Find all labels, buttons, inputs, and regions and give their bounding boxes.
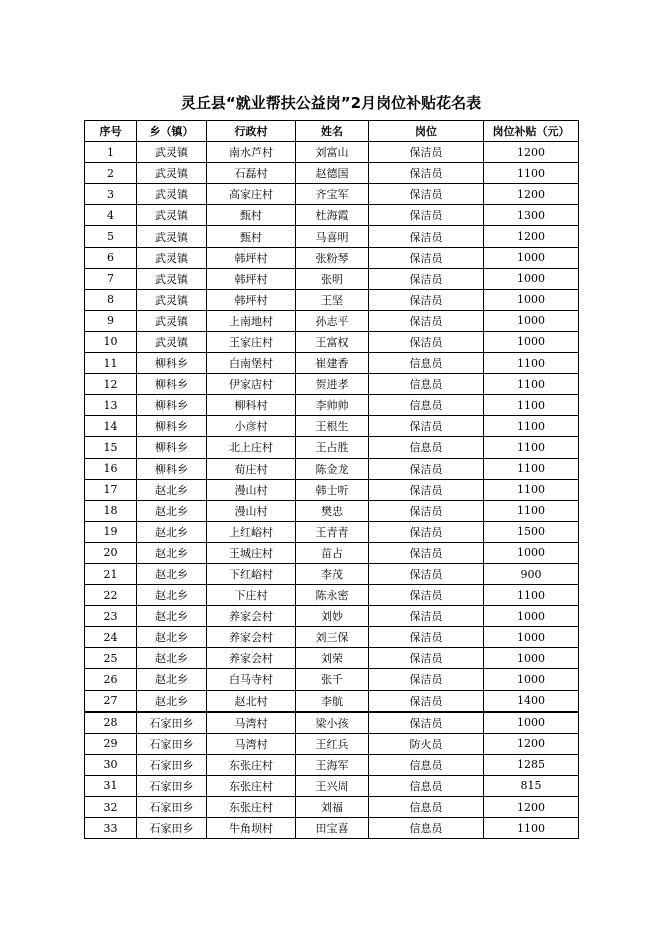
column-header-subsidy: 岗位补贴（元） [484, 121, 579, 142]
cell-subsidy: 1100 [484, 395, 579, 416]
cell-subsidy: 1000 [484, 669, 579, 690]
cell-village: 上红峪村 [207, 521, 296, 542]
table-row [85, 797, 579, 818]
cell-village: 马湾村 [207, 712, 296, 734]
cell-town: 石家田乡 [137, 797, 207, 818]
cell-seq: 12 [85, 374, 137, 395]
table-row [85, 775, 579, 796]
cell-town: 赵北乡 [137, 563, 207, 584]
cell-seq: 16 [85, 458, 137, 479]
cell-village: 高家庄村 [207, 184, 296, 205]
cell-village: 南水芦村 [207, 142, 296, 163]
cell-subsidy: 1000 [484, 331, 579, 352]
cell-name: 张千 [296, 669, 369, 690]
cell-post: 保洁员 [369, 606, 484, 627]
cell-seq: 4 [85, 205, 137, 226]
cell-seq: 25 [85, 648, 137, 669]
cell-village: 赵北村 [207, 690, 296, 712]
table-row [85, 226, 579, 247]
cell-town: 武灵镇 [137, 289, 207, 310]
cell-town: 石家田乡 [137, 775, 207, 796]
cell-village: 白南堡村 [207, 353, 296, 374]
cell-post: 保洁员 [369, 247, 484, 268]
cell-post: 保洁员 [369, 479, 484, 500]
cell-town: 柳科乡 [137, 374, 207, 395]
cell-village: 北上庄村 [207, 437, 296, 458]
table-row [85, 542, 579, 563]
cell-post: 保洁员 [369, 648, 484, 669]
cell-village: 养家会村 [207, 648, 296, 669]
cell-name: 刘三保 [296, 627, 369, 648]
column-header-name: 姓名 [296, 121, 369, 142]
cell-village: 石磊村 [207, 163, 296, 184]
cell-subsidy: 1100 [484, 416, 579, 437]
table-row [85, 754, 579, 775]
cell-town: 武灵镇 [137, 205, 207, 226]
cell-name: 刘荣 [296, 648, 369, 669]
cell-seq: 26 [85, 669, 137, 690]
cell-town: 武灵镇 [137, 226, 207, 247]
cell-post: 保洁员 [369, 500, 484, 521]
cell-seq: 20 [85, 542, 137, 563]
cell-subsidy: 1000 [484, 627, 579, 648]
table-row [85, 733, 579, 754]
cell-seq: 9 [85, 310, 137, 331]
cell-village: 王家庄村 [207, 331, 296, 352]
cell-subsidy: 1100 [484, 479, 579, 500]
cell-post: 防火员 [369, 733, 484, 754]
cell-subsidy: 1200 [484, 184, 579, 205]
cell-post: 保洁员 [369, 310, 484, 331]
cell-post: 保洁员 [369, 205, 484, 226]
cell-seq: 23 [85, 606, 137, 627]
cell-name: 马喜明 [296, 226, 369, 247]
cell-subsidy: 1000 [484, 247, 579, 268]
table-row [85, 353, 579, 374]
cell-village: 养家会村 [207, 627, 296, 648]
cell-village: 甄村 [207, 205, 296, 226]
cell-town: 柳科乡 [137, 458, 207, 479]
cell-post: 保洁员 [369, 458, 484, 479]
cell-name: 田宝喜 [296, 818, 369, 839]
cell-village: 荀庄村 [207, 458, 296, 479]
table-row [85, 627, 579, 648]
cell-name: 刘妙 [296, 606, 369, 627]
cell-town: 赵北乡 [137, 585, 207, 606]
table-row [85, 416, 579, 437]
cell-town: 柳科乡 [137, 416, 207, 437]
cell-subsidy: 1000 [484, 712, 579, 734]
cell-name: 赵德国 [296, 163, 369, 184]
cell-village: 王城庄村 [207, 542, 296, 563]
cell-seq: 32 [85, 797, 137, 818]
cell-village: 养家会村 [207, 606, 296, 627]
cell-name: 张明 [296, 268, 369, 289]
table-row [85, 606, 579, 627]
cell-subsidy: 1000 [484, 648, 579, 669]
cell-subsidy: 1100 [484, 437, 579, 458]
cell-post: 信息员 [369, 775, 484, 796]
cell-name: 李茂 [296, 563, 369, 584]
cell-subsidy: 815 [484, 775, 579, 796]
cell-name: 王青青 [296, 521, 369, 542]
cell-village: 东张庄村 [207, 797, 296, 818]
cell-village: 漫山村 [207, 479, 296, 500]
cell-name: 陈永密 [296, 585, 369, 606]
cell-subsidy: 1000 [484, 268, 579, 289]
cell-town: 柳科乡 [137, 395, 207, 416]
cell-village: 东张庄村 [207, 775, 296, 796]
table-row [85, 331, 579, 352]
cell-post: 保洁员 [369, 268, 484, 289]
cell-village: 甄村 [207, 226, 296, 247]
cell-post: 保洁员 [369, 669, 484, 690]
cell-post: 保洁员 [369, 163, 484, 184]
cell-subsidy: 1400 [484, 690, 579, 712]
cell-name: 王坚 [296, 289, 369, 310]
table-row [85, 648, 579, 669]
cell-subsidy: 1100 [484, 585, 579, 606]
cell-village: 白马寺村 [207, 669, 296, 690]
cell-subsidy: 1100 [484, 818, 579, 839]
cell-post: 保洁员 [369, 690, 484, 712]
cell-village: 下庄村 [207, 585, 296, 606]
cell-seq: 19 [85, 521, 137, 542]
column-header-village: 行政村 [207, 121, 296, 142]
cell-subsidy: 1000 [484, 606, 579, 627]
cell-seq: 28 [85, 712, 137, 734]
cell-subsidy: 1000 [484, 310, 579, 331]
cell-seq: 10 [85, 331, 137, 352]
cell-seq: 5 [85, 226, 137, 247]
cell-post: 保洁员 [369, 142, 484, 163]
cell-post: 保洁员 [369, 289, 484, 310]
cell-village: 下红峪村 [207, 563, 296, 584]
cell-post: 保洁员 [369, 331, 484, 352]
cell-seq: 7 [85, 268, 137, 289]
cell-post: 信息员 [369, 754, 484, 775]
cell-village: 小彦村 [207, 416, 296, 437]
cell-name: 樊忠 [296, 500, 369, 521]
cell-village: 韩坪村 [207, 289, 296, 310]
cell-seq: 18 [85, 500, 137, 521]
cell-name: 王海军 [296, 754, 369, 775]
cell-subsidy: 1500 [484, 521, 579, 542]
cell-post: 保洁员 [369, 184, 484, 205]
cell-seq: 22 [85, 585, 137, 606]
cell-name: 杜海霞 [296, 205, 369, 226]
cell-name: 贺进孝 [296, 374, 369, 395]
table-row [85, 310, 579, 331]
cell-name: 王根生 [296, 416, 369, 437]
cell-name: 王富权 [296, 331, 369, 352]
cell-post: 信息员 [369, 374, 484, 395]
table-row [85, 395, 579, 416]
cell-name: 刘福 [296, 797, 369, 818]
cell-town: 武灵镇 [137, 163, 207, 184]
table-row [85, 247, 579, 268]
column-header-seq: 序号 [85, 121, 137, 142]
cell-village: 上南地村 [207, 310, 296, 331]
cell-village: 牛角坝村 [207, 818, 296, 839]
cell-subsidy: 1100 [484, 163, 579, 184]
cell-seq: 30 [85, 754, 137, 775]
table-row [85, 669, 579, 690]
cell-subsidy: 1200 [484, 142, 579, 163]
cell-subsidy: 1000 [484, 289, 579, 310]
cell-town: 石家田乡 [137, 733, 207, 754]
cell-town: 赵北乡 [137, 500, 207, 521]
cell-town: 武灵镇 [137, 142, 207, 163]
cell-subsidy: 900 [484, 563, 579, 584]
cell-name: 刘富山 [296, 142, 369, 163]
cell-name: 王兴周 [296, 775, 369, 796]
cell-seq: 31 [85, 775, 137, 796]
cell-subsidy: 1285 [484, 754, 579, 775]
cell-village: 柳科村 [207, 395, 296, 416]
column-header-post: 岗位 [369, 121, 484, 142]
cell-town: 赵北乡 [137, 606, 207, 627]
cell-town: 石家田乡 [137, 712, 207, 734]
cell-town: 石家田乡 [137, 818, 207, 839]
cell-post: 信息员 [369, 437, 484, 458]
cell-name: 梁小孩 [296, 712, 369, 734]
cell-name: 张粉琴 [296, 247, 369, 268]
cell-post: 信息员 [369, 818, 484, 839]
cell-village: 东张庄村 [207, 754, 296, 775]
cell-post: 保洁员 [369, 542, 484, 563]
table-row [85, 479, 579, 500]
table-row [85, 458, 579, 479]
cell-post: 保洁员 [369, 521, 484, 542]
cell-village: 马湾村 [207, 733, 296, 754]
cell-seq: 2 [85, 163, 137, 184]
table-row [85, 184, 579, 205]
table-row [85, 205, 579, 226]
cell-seq: 27 [85, 690, 137, 712]
cell-town: 赵北乡 [137, 627, 207, 648]
table-header-row [85, 121, 579, 142]
cell-name: 韩士听 [296, 479, 369, 500]
cell-post: 保洁员 [369, 226, 484, 247]
cell-post: 保洁员 [369, 585, 484, 606]
cell-name: 孙志平 [296, 310, 369, 331]
cell-name: 陈金龙 [296, 458, 369, 479]
cell-subsidy: 1000 [484, 542, 579, 563]
table-row [85, 374, 579, 395]
cell-town: 赵北乡 [137, 690, 207, 712]
table-row [85, 289, 579, 310]
cell-seq: 13 [85, 395, 137, 416]
column-header-town: 乡（镇） [137, 121, 207, 142]
cell-town: 赵北乡 [137, 479, 207, 500]
cell-subsidy: 1200 [484, 797, 579, 818]
cell-village: 韩坪村 [207, 268, 296, 289]
cell-post: 保洁员 [369, 563, 484, 584]
cell-seq: 11 [85, 353, 137, 374]
table-row [85, 818, 579, 839]
cell-town: 柳科乡 [137, 353, 207, 374]
table-row [85, 585, 579, 606]
cell-subsidy: 1200 [484, 733, 579, 754]
cell-subsidy: 1300 [484, 205, 579, 226]
cell-seq: 15 [85, 437, 137, 458]
cell-subsidy: 1100 [484, 374, 579, 395]
cell-town: 武灵镇 [137, 184, 207, 205]
cell-subsidy: 1200 [484, 226, 579, 247]
cell-name: 李帅帅 [296, 395, 369, 416]
cell-town: 柳科乡 [137, 437, 207, 458]
cell-town: 赵北乡 [137, 648, 207, 669]
cell-name: 齐宝军 [296, 184, 369, 205]
cell-subsidy: 1100 [484, 500, 579, 521]
table-row [85, 563, 579, 584]
cell-seq: 14 [85, 416, 137, 437]
cell-seq: 6 [85, 247, 137, 268]
cell-name: 苗占 [296, 542, 369, 563]
cell-post: 保洁员 [369, 627, 484, 648]
cell-seq: 33 [85, 818, 137, 839]
page-title: 灵丘县“就业帮扶公益岗”2月岗位补贴花名表 [180, 94, 482, 112]
table-row [85, 712, 579, 734]
cell-seq: 17 [85, 479, 137, 500]
cell-seq: 29 [85, 733, 137, 754]
table-row [85, 268, 579, 289]
cell-village: 韩坪村 [207, 247, 296, 268]
cell-town: 武灵镇 [137, 331, 207, 352]
cell-town: 武灵镇 [137, 310, 207, 331]
cell-post: 保洁员 [369, 416, 484, 437]
cell-village: 伊家店村 [207, 374, 296, 395]
table-row [85, 521, 579, 542]
table-row [85, 142, 579, 163]
cell-town: 武灵镇 [137, 247, 207, 268]
table-row [85, 690, 579, 712]
cell-name: 王占胜 [296, 437, 369, 458]
cell-seq: 21 [85, 563, 137, 584]
cell-name: 崔建香 [296, 353, 369, 374]
cell-town: 石家田乡 [137, 754, 207, 775]
cell-post: 信息员 [369, 353, 484, 374]
cell-post: 信息员 [369, 797, 484, 818]
cell-town: 赵北乡 [137, 521, 207, 542]
cell-village: 漫山村 [207, 500, 296, 521]
cell-post: 信息员 [369, 395, 484, 416]
subsidy-roster-table [84, 120, 579, 839]
cell-town: 赵北乡 [137, 542, 207, 563]
cell-name: 王红兵 [296, 733, 369, 754]
cell-seq: 1 [85, 142, 137, 163]
cell-seq: 24 [85, 627, 137, 648]
cell-seq: 8 [85, 289, 137, 310]
table-body [85, 142, 579, 839]
table-row [85, 500, 579, 521]
cell-name: 李航 [296, 690, 369, 712]
cell-post: 保洁员 [369, 712, 484, 734]
cell-subsidy: 1100 [484, 458, 579, 479]
cell-subsidy: 1100 [484, 353, 579, 374]
table-row [85, 437, 579, 458]
cell-town: 赵北乡 [137, 669, 207, 690]
cell-seq: 3 [85, 184, 137, 205]
cell-town: 武灵镇 [137, 268, 207, 289]
table-row [85, 163, 579, 184]
